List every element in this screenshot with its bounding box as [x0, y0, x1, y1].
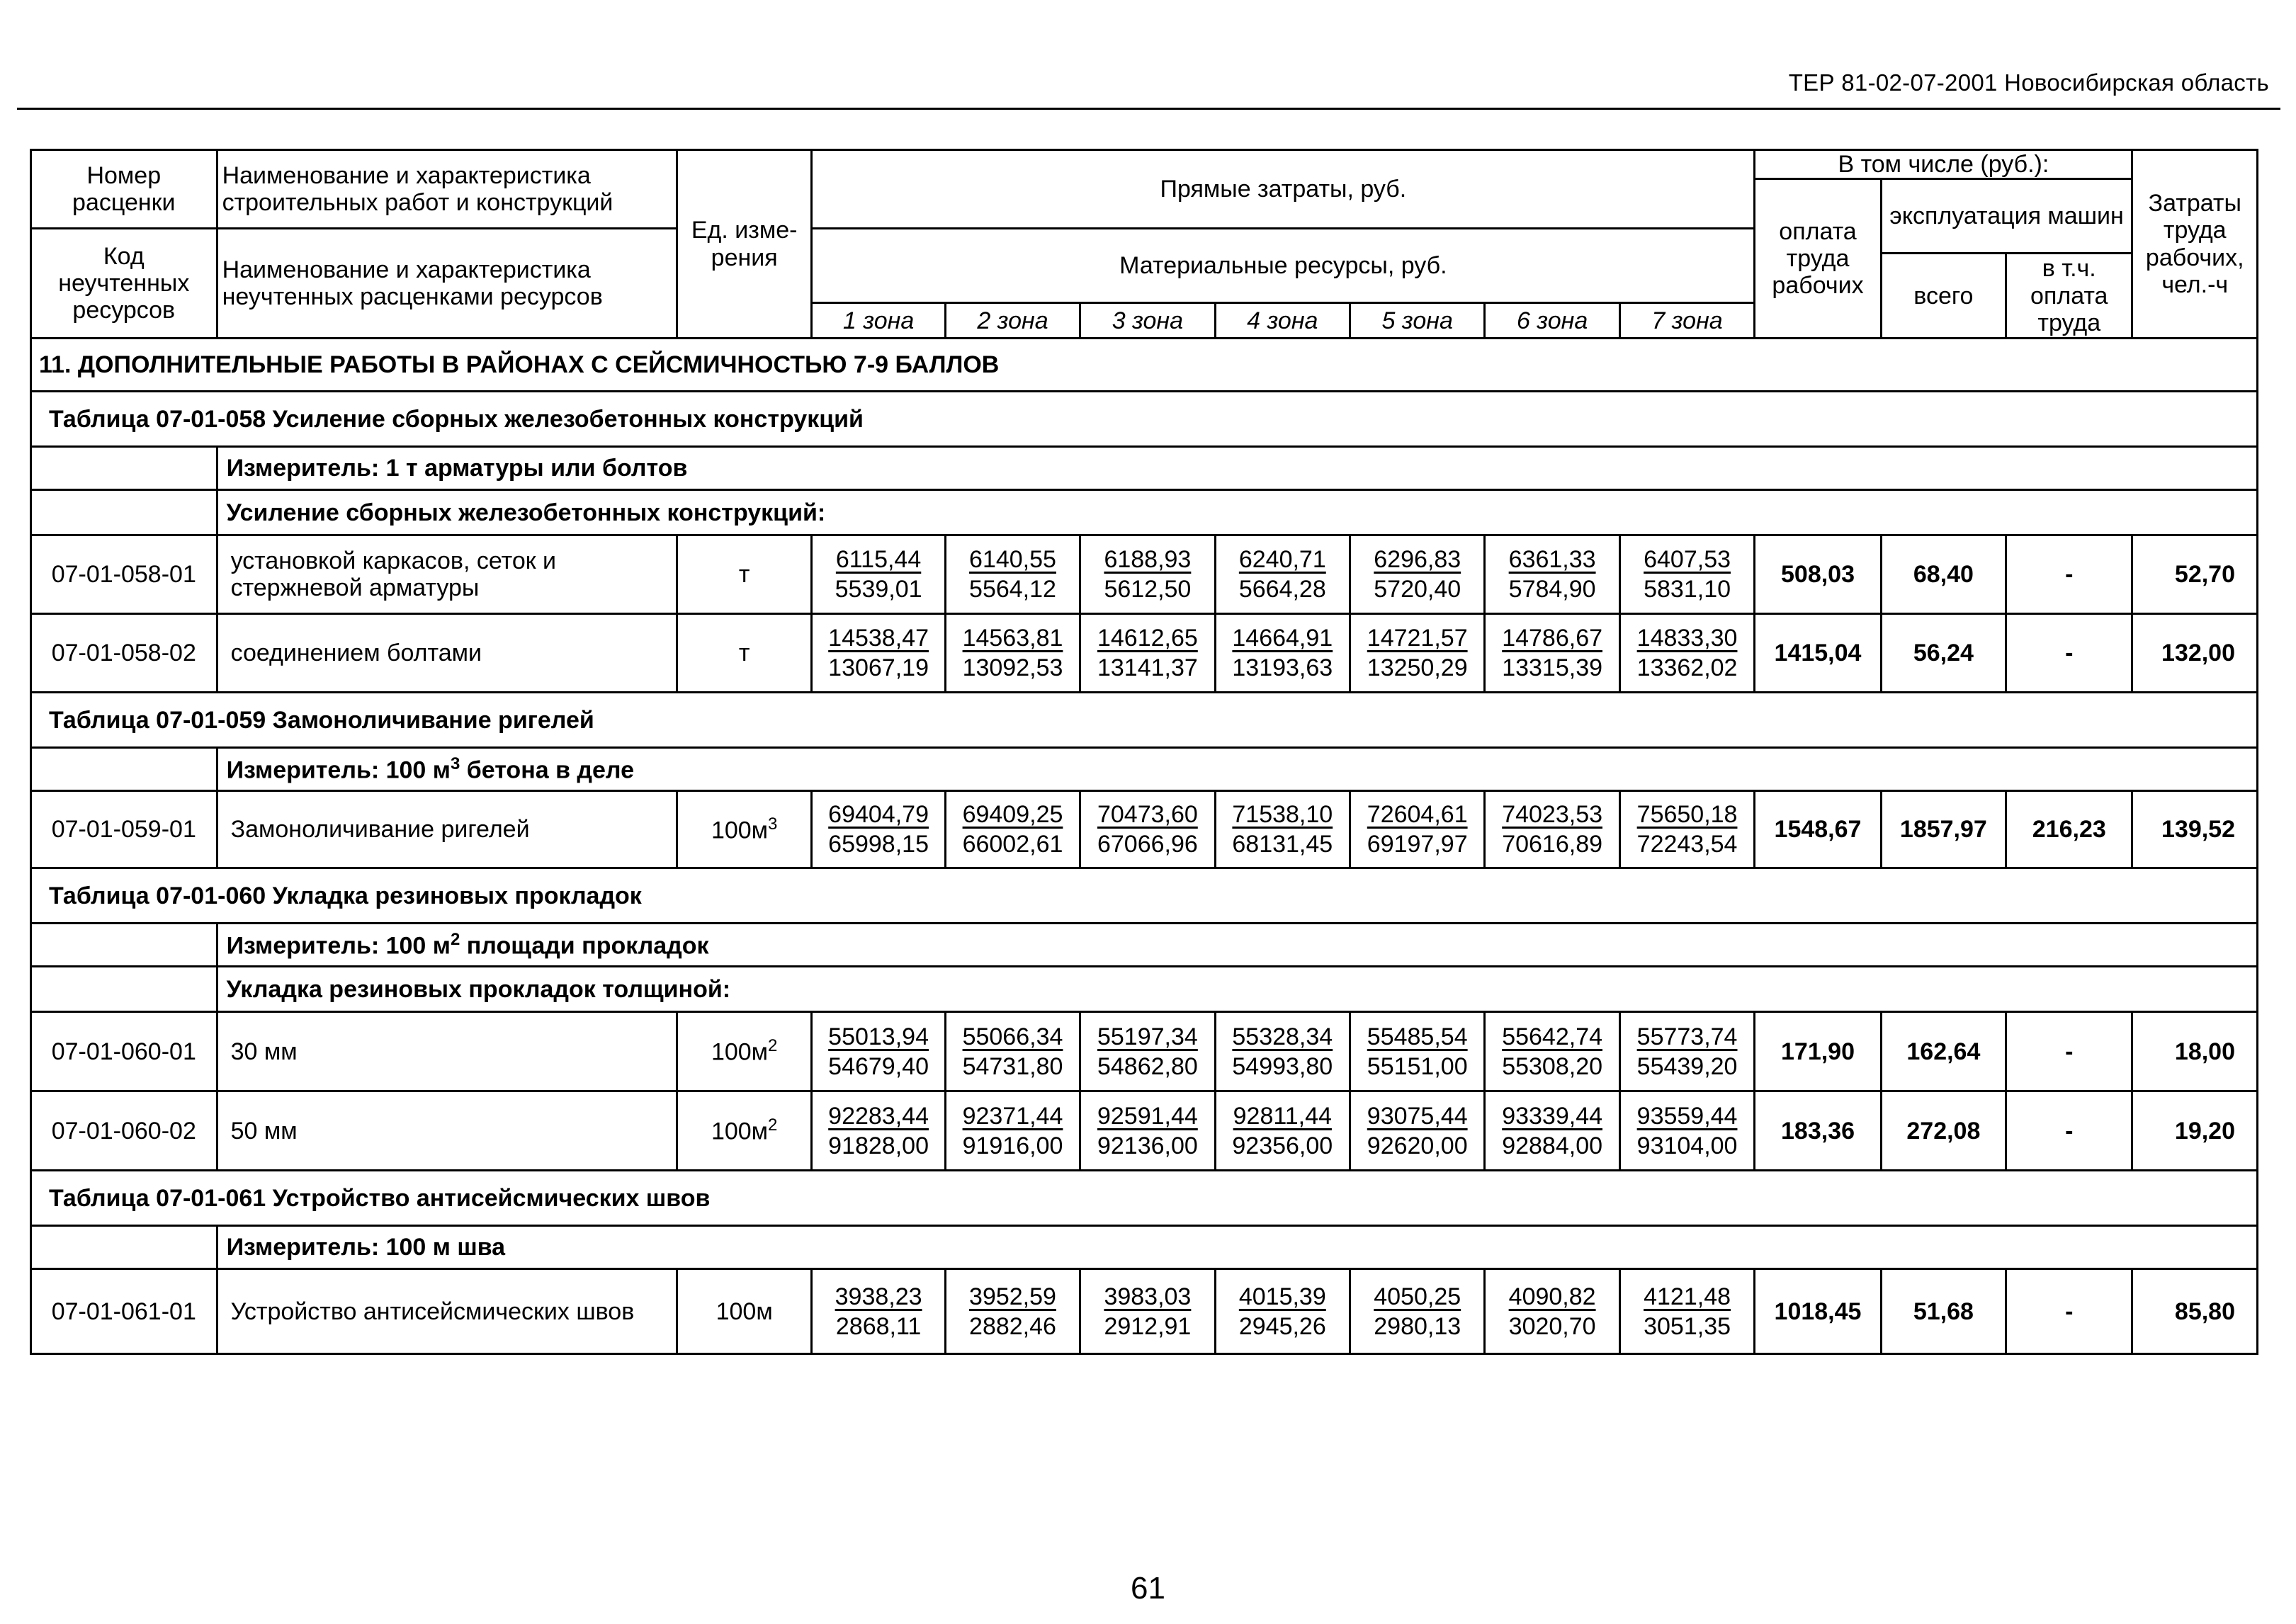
worker-pay-value: 1548,67 [1755, 791, 1881, 868]
labor-value: 132,00 [2132, 614, 2258, 693]
zone-price-cell [1215, 1269, 1350, 1354]
direct-cost-value: 14721,57 [1367, 625, 1468, 652]
zone-price-cell [1485, 791, 1619, 868]
direct-cost-value: 55013,94 [828, 1023, 929, 1050]
material-cost-value: 2912,91 [1104, 1312, 1192, 1340]
direct-cost-value: 55642,74 [1502, 1023, 1603, 1050]
material-cost-value: 2868,11 [835, 1312, 922, 1340]
rate-name: установкой каркасов, сеток и стержневой арматуры [217, 535, 677, 614]
machine-pay-value: - [2006, 1269, 2132, 1354]
direct-cost-value: 14612,65 [1097, 625, 1198, 652]
subheading-row-text: Укладка резиновых прокладок толщиной: [226, 975, 731, 1003]
material-cost-value: 55308,20 [1502, 1052, 1603, 1080]
rate-code: 07-01-061-01 [31, 1269, 217, 1354]
labor-value: 52,70 [2132, 535, 2258, 614]
material-cost-value: 13250,29 [1367, 654, 1468, 682]
direct-cost-value: 4050,25 [1374, 1283, 1461, 1310]
header-rule [17, 108, 2280, 110]
meter-row-text: Измеритель: 100 м [226, 756, 451, 784]
empty-cell [31, 1226, 217, 1269]
zone-header: 3 зона [1080, 303, 1215, 339]
zone-price-cell [1619, 1091, 1755, 1171]
rate-unit [677, 1012, 811, 1091]
meter-row-text: Измеритель: 1 т арматуры или болтов [226, 455, 688, 482]
zone-price-cell [812, 1091, 945, 1171]
zone-price-cell [1215, 535, 1350, 614]
material-cost-value: 92620,00 [1367, 1132, 1468, 1159]
labor-value: 85,80 [2132, 1269, 2258, 1354]
header-total: всего [1881, 254, 2006, 339]
zone-price-cell [1350, 791, 1485, 868]
zone-price-cell [1080, 791, 1215, 868]
direct-cost-value: 55773,74 [1636, 1023, 1738, 1050]
material-cost-value: 5564,12 [969, 576, 1056, 603]
zone-price-cell [1619, 535, 1755, 614]
meter-row [217, 1226, 2257, 1269]
direct-cost-value: 71538,10 [1232, 801, 1333, 828]
rate-unit [677, 614, 811, 693]
material-cost-value: 5831,10 [1644, 576, 1731, 603]
zone-header: 1 зона [812, 303, 945, 339]
rate-code: 07-01-058-01 [31, 535, 217, 614]
zone-header: 5 зона [1350, 303, 1485, 339]
direct-cost-value: 6115,44 [835, 546, 922, 573]
zone-header: 2 зона [945, 303, 1080, 339]
zone-price-cell [1485, 614, 1619, 693]
zone-price-cell [1215, 1012, 1350, 1091]
material-cost-value: 13067,19 [828, 654, 929, 682]
header-material-resources: Материальные ресурсы, руб. [812, 229, 1755, 303]
direct-cost-value: 55066,34 [962, 1023, 1063, 1050]
material-cost-value: 3051,35 [1644, 1312, 1731, 1340]
direct-cost-value: 14538,47 [828, 625, 929, 652]
rate-name: Замоноличивание ригелей [217, 791, 677, 868]
section-title: 11. ДОПОЛНИТЕЛЬНЫЕ РАБОТЫ В РАЙОНАХ С СЕЙСМИЧНОСТЬЮ 7-9 БАЛЛОВ [31, 339, 2258, 392]
rate-code: 07-01-060-02 [31, 1091, 217, 1171]
header-including: В том числе (руб.): [1755, 150, 2132, 179]
direct-cost-value: 14786,67 [1502, 625, 1603, 652]
zone-price-cell [812, 535, 945, 614]
material-cost-value: 5784,90 [1508, 576, 1596, 603]
zone-price-cell [1619, 1012, 1755, 1091]
direct-cost-value: 55197,34 [1097, 1023, 1198, 1050]
zone-price-cell [1080, 1091, 1215, 1171]
meter-row [217, 748, 2257, 791]
zone-price-cell [1485, 1091, 1619, 1171]
material-cost-value: 91916,00 [962, 1132, 1063, 1159]
material-cost-value: 54862,80 [1097, 1052, 1198, 1080]
empty-cell [31, 967, 217, 1012]
material-cost-value: 92356,00 [1232, 1132, 1333, 1159]
zone-price-cell [1080, 614, 1215, 693]
empty-cell [31, 447, 217, 490]
material-cost-value: 54731,80 [962, 1052, 1063, 1080]
table-title: Таблица 07-01-061 Устройство антисейсмических швов [31, 1171, 2258, 1226]
rate-code: 07-01-060-01 [31, 1012, 217, 1091]
direct-cost-value: 69409,25 [962, 801, 1063, 828]
material-cost-value: 13362,02 [1636, 654, 1738, 682]
zone-price-cell [812, 614, 945, 693]
material-cost-value: 13315,39 [1502, 654, 1603, 682]
zone-price-cell [945, 1269, 1080, 1354]
zone-price-cell [1485, 1012, 1619, 1091]
rate-name: 30 мм [217, 1012, 677, 1091]
direct-cost-value: 3938,23 [835, 1283, 922, 1310]
table-row [31, 535, 2258, 614]
header-labor: Затраты труда рабочих, чел.-ч [2132, 150, 2258, 339]
rate-name: соединением болтами [217, 614, 677, 693]
rate-code: 07-01-059-01 [31, 791, 217, 868]
zone-price-cell [1350, 1269, 1485, 1354]
direct-cost-value: 70473,60 [1097, 801, 1198, 828]
material-cost-value: 54993,80 [1232, 1052, 1333, 1080]
material-cost-value: 91828,00 [828, 1132, 929, 1159]
zone-price-cell [1350, 614, 1485, 693]
table-title: Таблица 07-01-060 Укладка резиновых прокладок [31, 868, 2258, 924]
unit-text: т [738, 640, 750, 667]
direct-cost-value: 4121,48 [1644, 1283, 1731, 1310]
page-header: ТЕР 81-02-07-2001 Новосибирская область [1788, 69, 2269, 96]
machine-pay-value: 216,23 [2006, 791, 2132, 868]
material-cost-value: 92884,00 [1502, 1132, 1603, 1159]
rate-unit [677, 791, 811, 868]
direct-cost-value: 93075,44 [1367, 1102, 1468, 1130]
zone-price-cell [1619, 1269, 1755, 1354]
direct-cost-value: 93559,44 [1636, 1102, 1738, 1130]
material-cost-value: 13193,63 [1232, 654, 1333, 682]
zone-price-cell [1080, 1012, 1215, 1091]
labor-value: 139,52 [2132, 791, 2258, 868]
zone-price-cell [1619, 791, 1755, 868]
zone-price-cell [945, 1012, 1080, 1091]
rate-name: 50 мм [217, 1091, 677, 1171]
table-row [31, 1012, 2258, 1091]
direct-cost-value: 92283,44 [828, 1102, 929, 1130]
direct-cost-value: 4015,39 [1238, 1283, 1326, 1310]
empty-cell [31, 748, 217, 791]
direct-cost-value: 74023,53 [1502, 801, 1603, 828]
direct-cost-value: 3983,03 [1104, 1283, 1192, 1310]
meter-unit-exponent: 3 [450, 754, 460, 773]
machine-total-value: 1857,97 [1881, 791, 2006, 868]
zone-price-cell [945, 1091, 1080, 1171]
direct-cost-value: 55485,54 [1367, 1023, 1468, 1050]
machine-pay-value: - [2006, 614, 2132, 693]
direct-cost-value: 6296,83 [1374, 546, 1461, 573]
zone-price-cell [1215, 791, 1350, 868]
material-cost-value: 93104,00 [1636, 1132, 1738, 1159]
direct-cost-value: 6407,53 [1644, 546, 1731, 573]
machine-pay-value: - [2006, 1012, 2132, 1091]
table-title: Таблица 07-01-058 Усиление сборных железобетонных конструкций [31, 392, 2258, 447]
zone-header: 7 зона [1619, 303, 1755, 339]
meter-row [217, 447, 2257, 490]
header-direct-costs: Прямые затраты, руб. [812, 150, 1755, 229]
zone-price-cell [1215, 614, 1350, 693]
worker-pay-value: 1018,45 [1755, 1269, 1881, 1354]
zone-price-cell [812, 791, 945, 868]
zone-price-cell [812, 1269, 945, 1354]
table-row [31, 1269, 2258, 1354]
meter-rest-text: бетона в деле [460, 756, 634, 784]
machine-pay-value: - [2006, 1091, 2132, 1171]
header-unaccounted-name: Наименование и характеристика неучтенных расценками ресурсов [217, 229, 677, 339]
direct-cost-value: 72604,61 [1367, 801, 1468, 828]
direct-cost-value: 6361,33 [1508, 546, 1596, 573]
direct-cost-value: 6240,71 [1238, 546, 1326, 573]
material-cost-value: 69197,97 [1367, 831, 1468, 858]
zone-price-cell [812, 1012, 945, 1091]
unit-exponent: 2 [768, 1115, 778, 1135]
material-cost-value: 5720,40 [1374, 576, 1461, 603]
rate-unit [677, 535, 811, 614]
rate-name: Устройство антисейсмических швов [217, 1269, 677, 1354]
header-including-pay: в т.ч. оплата труда [2006, 254, 2132, 339]
meter-rest-text: площади прокладок [460, 932, 709, 960]
header-unit: Ед. изме-рения [677, 150, 811, 339]
direct-cost-value: 6140,55 [969, 546, 1056, 573]
zone-price-cell [945, 614, 1080, 693]
subheading-row [217, 490, 2257, 535]
zone-price-cell [1619, 614, 1755, 693]
material-cost-value: 2882,46 [969, 1312, 1056, 1340]
direct-cost-value: 14563,81 [962, 625, 1063, 652]
rate-unit [677, 1091, 811, 1171]
machine-total-value: 51,68 [1881, 1269, 2006, 1354]
direct-cost-value: 69404,79 [828, 801, 929, 828]
table-row [31, 614, 2258, 693]
rate-unit [677, 1269, 811, 1354]
worker-pay-value: 1415,04 [1755, 614, 1881, 693]
machine-pay-value: - [2006, 535, 2132, 614]
material-cost-value: 65998,15 [828, 831, 929, 858]
subheading-row-text: Усиление сборных железобетонных конструкций: [226, 499, 826, 526]
unit-text: т [738, 561, 750, 589]
zone-header: 6 зона [1485, 303, 1619, 339]
direct-cost-value: 75650,18 [1636, 801, 1738, 828]
rate-code: 07-01-058-02 [31, 614, 217, 693]
material-cost-value: 13092,53 [962, 654, 1063, 682]
material-cost-value: 70616,89 [1502, 831, 1603, 858]
direct-cost-value: 92371,44 [962, 1102, 1063, 1130]
material-cost-value: 5539,01 [835, 576, 922, 603]
worker-pay-value: 171,90 [1755, 1012, 1881, 1091]
meter-row-text: Измеритель: 100 м шва [226, 1234, 506, 1261]
header-worker-pay: оплата труда рабочих [1755, 179, 1881, 339]
unit-text: 100м [711, 1038, 769, 1066]
material-cost-value: 72243,54 [1636, 831, 1738, 858]
machine-total-value: 272,08 [1881, 1091, 2006, 1171]
empty-cell [31, 924, 217, 967]
table-title: Таблица 07-01-059 Замоноличивание ригелей [31, 693, 2258, 748]
direct-cost-value: 14664,91 [1232, 625, 1333, 652]
header-machine-operation: эксплуатация машин [1881, 179, 2132, 254]
table-row [31, 791, 2258, 868]
material-cost-value: 2980,13 [1374, 1312, 1461, 1340]
worker-pay-value: 508,03 [1755, 535, 1881, 614]
material-cost-value: 55439,20 [1636, 1052, 1738, 1080]
zone-price-cell [945, 535, 1080, 614]
material-cost-value: 3020,70 [1508, 1312, 1596, 1340]
header-rate-number: Номер расценки [31, 150, 217, 229]
header-work-name: Наименование и характеристика строительных работ и конструкций [217, 150, 677, 229]
zone-price-cell [1080, 1269, 1215, 1354]
machine-total-value: 162,64 [1881, 1012, 2006, 1091]
empty-cell [31, 490, 217, 535]
direct-cost-value: 93339,44 [1502, 1102, 1603, 1130]
direct-cost-value: 4090,82 [1508, 1283, 1596, 1310]
material-cost-value: 66002,61 [962, 831, 1063, 858]
material-cost-value: 67066,96 [1097, 831, 1198, 858]
material-cost-value: 92136,00 [1097, 1132, 1198, 1159]
material-cost-value: 5612,50 [1104, 576, 1192, 603]
zone-price-cell [1485, 1269, 1619, 1354]
labor-value: 19,20 [2132, 1091, 2258, 1171]
zone-price-cell [1485, 535, 1619, 614]
machine-total-value: 56,24 [1881, 614, 2006, 693]
unit-text: 100м [711, 1118, 769, 1145]
material-cost-value: 54679,40 [828, 1052, 929, 1080]
header-code: Код неучтенных ресурсов [31, 229, 217, 339]
zone-header: 4 зона [1215, 303, 1350, 339]
direct-cost-value: 3952,59 [969, 1283, 1056, 1310]
direct-cost-value: 14833,30 [1636, 625, 1738, 652]
labor-value: 18,00 [2132, 1012, 2258, 1091]
meter-unit-exponent: 2 [450, 929, 460, 949]
direct-cost-value: 92811,44 [1233, 1102, 1332, 1130]
rates-table [30, 149, 2258, 1355]
unit-exponent: 3 [768, 814, 778, 834]
direct-cost-value: 55328,34 [1232, 1023, 1333, 1050]
page-number: 61 [1131, 1571, 1165, 1606]
unit-text: 100м [711, 817, 769, 844]
worker-pay-value: 183,36 [1755, 1091, 1881, 1171]
zone-price-cell [1080, 535, 1215, 614]
material-cost-value: 5664,28 [1238, 576, 1326, 603]
material-cost-value: 55151,00 [1367, 1052, 1468, 1080]
zone-price-cell [1215, 1091, 1350, 1171]
meter-row-text: Измеритель: 100 м [226, 932, 451, 960]
material-cost-value: 13141,37 [1097, 654, 1198, 682]
meter-row [217, 924, 2257, 967]
machine-total-value: 68,40 [1881, 535, 2006, 614]
direct-cost-value: 6188,93 [1104, 546, 1192, 573]
table-row [31, 1091, 2258, 1171]
zone-price-cell [1350, 1091, 1485, 1171]
subheading-row [217, 967, 2257, 1012]
material-cost-value: 68131,45 [1232, 831, 1333, 858]
zone-price-cell [1350, 1012, 1485, 1091]
material-cost-value: 2945,26 [1238, 1312, 1326, 1340]
unit-text: 100м [716, 1298, 773, 1325]
zone-price-cell [945, 791, 1080, 868]
zone-price-cell [1350, 535, 1485, 614]
direct-cost-value: 92591,44 [1097, 1102, 1198, 1130]
unit-exponent: 2 [768, 1036, 778, 1056]
